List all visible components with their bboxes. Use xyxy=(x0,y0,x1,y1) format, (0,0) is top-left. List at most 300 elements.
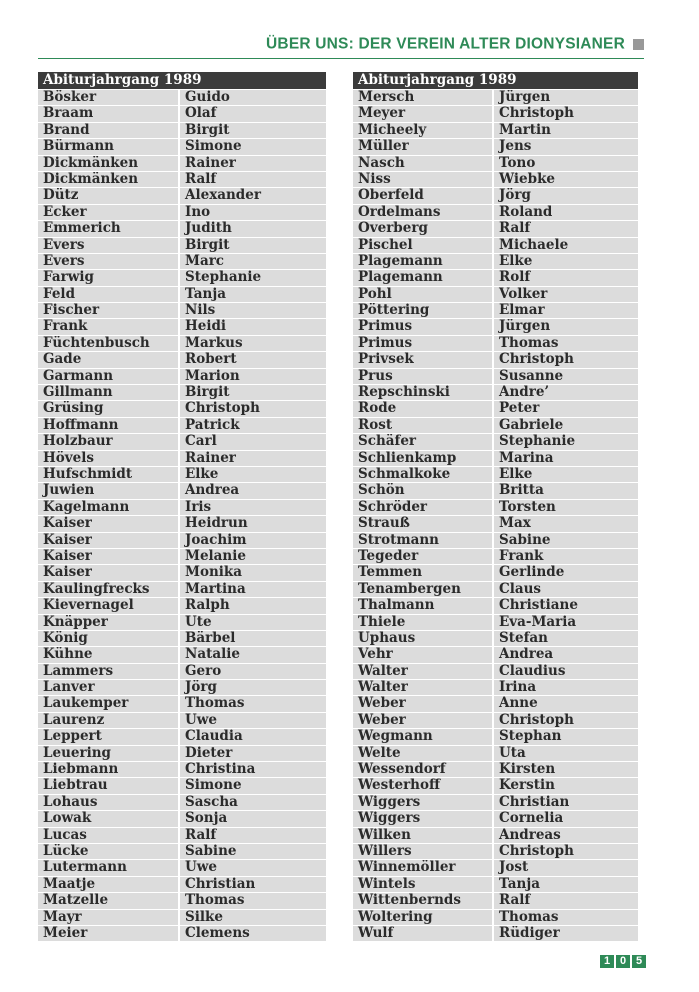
firstname-cell: Britta xyxy=(494,483,638,498)
table-row xyxy=(353,188,638,203)
firstname-cell: Uwe xyxy=(180,860,326,875)
table-row xyxy=(38,582,326,597)
firstname-cell: Christoph xyxy=(180,401,326,416)
firstname-cell: Heidi xyxy=(180,319,326,334)
firstname-cell: Rolf xyxy=(494,270,638,285)
firstname-cell: Andrea xyxy=(180,483,326,498)
table-row xyxy=(353,221,638,236)
firstname-cell: Jürgen xyxy=(494,319,638,334)
table-row xyxy=(38,860,326,875)
table-row xyxy=(353,205,638,220)
table-row xyxy=(353,696,638,711)
surname-cell: Uphaus xyxy=(353,631,492,646)
firstname-cell: Roland xyxy=(494,205,638,220)
surname-cell: Lücke xyxy=(38,844,178,859)
surname-cell: Woltering xyxy=(353,910,492,925)
firstname-cell: Guido xyxy=(180,90,326,105)
firstname-cell: Uta xyxy=(494,746,638,761)
surname-cell: Gade xyxy=(38,352,178,367)
surname-cell: Plagemann xyxy=(353,270,492,285)
surname-cell: Schön xyxy=(353,483,492,498)
firstname-cell: Claudius xyxy=(494,664,638,679)
surname-cell: Nasch xyxy=(353,156,492,171)
firstname-cell: Birgit xyxy=(180,385,326,400)
table-row xyxy=(38,238,326,253)
surname-cell: Niss xyxy=(353,172,492,187)
table-row xyxy=(353,680,638,695)
firstname-cell: Christoph xyxy=(494,352,638,367)
table-row xyxy=(38,746,326,761)
table-row xyxy=(353,729,638,744)
firstname-cell: Thomas xyxy=(180,893,326,908)
firstname-cell: Kirsten xyxy=(494,762,638,777)
firstname-cell: Simone xyxy=(180,139,326,154)
firstname-cell: Andrea xyxy=(494,647,638,662)
firstname-cell: Elmar xyxy=(494,303,638,318)
firstname-cell: Ralph xyxy=(180,598,326,613)
firstname-cell: Gabriele xyxy=(494,418,638,433)
surname-cell: Temmen xyxy=(353,565,492,580)
table-row xyxy=(38,729,326,744)
table-row xyxy=(38,500,326,515)
surname-cell: Westerhoff xyxy=(353,778,492,793)
surname-cell: Schmalkoke xyxy=(353,467,492,482)
surname-cell: Feld xyxy=(38,287,178,302)
table-row xyxy=(38,893,326,908)
table-row xyxy=(353,926,638,941)
header-divider xyxy=(38,58,644,59)
page-number xyxy=(600,955,646,968)
firstname-cell: Rüdiger xyxy=(494,926,638,941)
surname-cell: Mersch xyxy=(353,90,492,105)
surname-cell: Privsek xyxy=(353,352,492,367)
surname-cell: Welte xyxy=(353,746,492,761)
table-row xyxy=(38,615,326,630)
firstname-cell: Marina xyxy=(494,451,638,466)
table-row xyxy=(38,516,326,531)
surname-cell: König xyxy=(38,631,178,646)
surname-cell: Wiggers xyxy=(353,795,492,810)
firstname-cell: Natalie xyxy=(180,647,326,662)
table-row xyxy=(353,746,638,761)
firstname-cell: Anne xyxy=(494,696,638,711)
firstname-cell: Ute xyxy=(180,615,326,630)
surname-cell: Ecker xyxy=(38,205,178,220)
table-row xyxy=(353,156,638,171)
table-row xyxy=(38,254,326,269)
table-row xyxy=(353,811,638,826)
table-row xyxy=(353,303,638,318)
table-row xyxy=(38,418,326,433)
table-row xyxy=(38,123,326,138)
surname-cell: Oberfeld xyxy=(353,188,492,203)
firstname-cell: Patrick xyxy=(180,418,326,433)
table-row xyxy=(38,319,326,334)
firstname-cell: Silke xyxy=(180,910,326,925)
firstname-cell: Andreas xyxy=(494,828,638,843)
firstname-cell: Joachim xyxy=(180,533,326,548)
table-row xyxy=(353,385,638,400)
firstname-cell: Stefan xyxy=(494,631,638,646)
surname-cell: Hoffmann xyxy=(38,418,178,433)
surname-cell: Thiele xyxy=(353,615,492,630)
firstname-cell: Sonja xyxy=(180,811,326,826)
surname-cell: Overberg xyxy=(353,221,492,236)
table-row xyxy=(38,795,326,810)
firstname-cell: Simone xyxy=(180,778,326,793)
alumni-table-right xyxy=(353,72,638,941)
firstname-cell: Clemens xyxy=(180,926,326,941)
firstname-cell: Cornelia xyxy=(494,811,638,826)
table-row xyxy=(38,696,326,711)
table-row xyxy=(353,582,638,597)
page-number-digit: 1 xyxy=(600,955,614,968)
surname-cell: Pischel xyxy=(353,238,492,253)
table-row xyxy=(38,270,326,285)
firstname-cell: Sabine xyxy=(180,844,326,859)
table-row xyxy=(38,336,326,351)
surname-cell: Brand xyxy=(38,123,178,138)
firstname-cell: Olaf xyxy=(180,106,326,121)
table-row xyxy=(38,877,326,892)
surname-cell: Weber xyxy=(353,713,492,728)
table-row xyxy=(38,483,326,498)
table-row xyxy=(353,647,638,662)
surname-cell: Lutermann xyxy=(38,860,178,875)
firstname-cell: Jörg xyxy=(494,188,638,203)
table-row xyxy=(353,418,638,433)
table-row xyxy=(38,303,326,318)
surname-cell: Lucas xyxy=(38,828,178,843)
surname-cell: Lammers xyxy=(38,664,178,679)
firstname-cell: Marc xyxy=(180,254,326,269)
firstname-cell: Stephanie xyxy=(180,270,326,285)
firstname-cell: Dieter xyxy=(180,746,326,761)
firstname-cell: Andre’ xyxy=(494,385,638,400)
firstname-cell: Thomas xyxy=(494,336,638,351)
table-row xyxy=(353,910,638,925)
firstname-cell: Robert xyxy=(180,352,326,367)
table-row xyxy=(353,828,638,843)
table-row xyxy=(38,352,326,367)
surname-cell: Ordelmans xyxy=(353,205,492,220)
firstname-cell: Rainer xyxy=(180,451,326,466)
firstname-cell: Christian xyxy=(494,795,638,810)
table-row xyxy=(38,90,326,105)
surname-cell: Rost xyxy=(353,418,492,433)
table-row xyxy=(353,254,638,269)
firstname-cell: Martin xyxy=(494,123,638,138)
firstname-cell: Marion xyxy=(180,369,326,384)
surname-cell: Schlienkamp xyxy=(353,451,492,466)
surname-cell: Maatje xyxy=(38,877,178,892)
surname-cell: Primus xyxy=(353,319,492,334)
surname-cell: Müller xyxy=(353,139,492,154)
surname-cell: Kagelmann xyxy=(38,500,178,515)
table-row xyxy=(38,680,326,695)
firstname-cell: Sabine xyxy=(494,533,638,548)
surname-cell: Strauß xyxy=(353,516,492,531)
alumni-table-left xyxy=(38,72,326,941)
table-row xyxy=(353,516,638,531)
table-row xyxy=(353,795,638,810)
surname-cell: Dickmänken xyxy=(38,172,178,187)
firstname-cell: Christina xyxy=(180,762,326,777)
surname-cell: Schäfer xyxy=(353,434,492,449)
surname-cell: Evers xyxy=(38,238,178,253)
firstname-cell: Jürgen xyxy=(494,90,638,105)
firstname-cell: Nils xyxy=(180,303,326,318)
surname-cell: Meyer xyxy=(353,106,492,121)
firstname-cell: Kerstin xyxy=(494,778,638,793)
table-row xyxy=(353,893,638,908)
surname-cell: Kievernagel xyxy=(38,598,178,613)
firstname-cell: Ino xyxy=(180,205,326,220)
surname-cell: Bürmann xyxy=(38,139,178,154)
table-row xyxy=(353,664,638,679)
firstname-cell: Gerlinde xyxy=(494,565,638,580)
surname-cell: Leppert xyxy=(38,729,178,744)
table-row xyxy=(38,287,326,302)
table-row xyxy=(38,811,326,826)
firstname-cell: Christoph xyxy=(494,106,638,121)
surname-cell: Braam xyxy=(38,106,178,121)
table-row xyxy=(38,828,326,843)
surname-cell: Hufschmidt xyxy=(38,467,178,482)
surname-cell: Dütz xyxy=(38,188,178,203)
firstname-cell: Jost xyxy=(494,860,638,875)
table-row xyxy=(353,778,638,793)
table-row xyxy=(353,451,638,466)
table-row xyxy=(353,533,638,548)
table-row xyxy=(353,90,638,105)
firstname-cell: Eva-Maria xyxy=(494,615,638,630)
firstname-cell: Jörg xyxy=(180,680,326,695)
surname-cell: Leuering xyxy=(38,746,178,761)
surname-cell: Farwig xyxy=(38,270,178,285)
table-row xyxy=(38,205,326,220)
surname-cell: Walter xyxy=(353,664,492,679)
surname-cell: Wessendorf xyxy=(353,762,492,777)
surname-cell: Weber xyxy=(353,696,492,711)
surname-cell: Winnemöller xyxy=(353,860,492,875)
table-row xyxy=(353,483,638,498)
surname-cell: Pöttering xyxy=(353,303,492,318)
table-row xyxy=(353,434,638,449)
surname-cell: Kaiser xyxy=(38,549,178,564)
firstname-cell: Claus xyxy=(494,582,638,597)
firstname-cell: Michaele xyxy=(494,238,638,253)
page-number-digit: 0 xyxy=(616,955,630,968)
table-row xyxy=(353,319,638,334)
surname-cell: Wiggers xyxy=(353,811,492,826)
table-row xyxy=(38,647,326,662)
firstname-cell: Sascha xyxy=(180,795,326,810)
surname-cell: Evers xyxy=(38,254,178,269)
table-row xyxy=(38,369,326,384)
firstname-cell: Alexander xyxy=(180,188,326,203)
table-row xyxy=(353,565,638,580)
surname-cell: Kühne xyxy=(38,647,178,662)
surname-cell: Tenambergen xyxy=(353,582,492,597)
table-row xyxy=(353,844,638,859)
firstname-cell: Tanja xyxy=(494,877,638,892)
table-row xyxy=(38,565,326,580)
page-number-digit: 5 xyxy=(632,955,646,968)
table-row xyxy=(38,156,326,171)
table-row xyxy=(353,123,638,138)
surname-cell: Walter xyxy=(353,680,492,695)
firstname-cell: Birgit xyxy=(180,123,326,138)
surname-cell: Micheely xyxy=(353,123,492,138)
table-row xyxy=(353,467,638,482)
surname-cell: Liebmann xyxy=(38,762,178,777)
surname-cell: Tegeder xyxy=(353,549,492,564)
surname-cell: Holzbaur xyxy=(38,434,178,449)
surname-cell: Wittenbernds xyxy=(353,893,492,908)
surname-cell: Fischer xyxy=(38,303,178,318)
firstname-cell: Birgit xyxy=(180,238,326,253)
surname-cell: Repschinski xyxy=(353,385,492,400)
table-heading: Abiturjahrgang 1989 xyxy=(38,72,326,89)
firstname-cell: Judith xyxy=(180,221,326,236)
surname-cell: Plagemann xyxy=(353,254,492,269)
table-row xyxy=(38,778,326,793)
firstname-cell: Elke xyxy=(494,467,638,482)
table-row xyxy=(38,451,326,466)
table-row xyxy=(353,615,638,630)
surname-cell: Lohaus xyxy=(38,795,178,810)
surname-cell: Thalmann xyxy=(353,598,492,613)
surname-cell: Frank xyxy=(38,319,178,334)
firstname-cell: Heidrun xyxy=(180,516,326,531)
table-row xyxy=(353,238,638,253)
table-row xyxy=(38,844,326,859)
firstname-cell: Wiebke xyxy=(494,172,638,187)
firstname-cell: Christoph xyxy=(494,844,638,859)
firstname-cell: Carl xyxy=(180,434,326,449)
surname-cell: Primus xyxy=(353,336,492,351)
firstname-cell: Thomas xyxy=(180,696,326,711)
surname-cell: Garmann xyxy=(38,369,178,384)
table-row xyxy=(353,106,638,121)
firstname-cell: Susanne xyxy=(494,369,638,384)
firstname-cell: Ralf xyxy=(180,172,326,187)
table-row xyxy=(353,336,638,351)
firstname-cell: Rainer xyxy=(180,156,326,171)
table-row xyxy=(353,549,638,564)
surname-cell: Grüsing xyxy=(38,401,178,416)
table-row xyxy=(38,188,326,203)
surname-cell: Wegmann xyxy=(353,729,492,744)
firstname-cell: Irina xyxy=(494,680,638,695)
firstname-cell: Ralf xyxy=(494,893,638,908)
table-row xyxy=(38,664,326,679)
surname-cell: Bösker xyxy=(38,90,178,105)
surname-cell: Lanver xyxy=(38,680,178,695)
firstname-cell: Thomas xyxy=(494,910,638,925)
table-row xyxy=(353,631,638,646)
table-row xyxy=(38,762,326,777)
surname-cell: Wintels xyxy=(353,877,492,892)
surname-cell: Meier xyxy=(38,926,178,941)
table-row xyxy=(353,500,638,515)
table-row xyxy=(38,385,326,400)
table-row xyxy=(353,270,638,285)
firstname-cell: Martina xyxy=(180,582,326,597)
firstname-cell: Markus xyxy=(180,336,326,351)
surname-cell: Dickmänken xyxy=(38,156,178,171)
table-row xyxy=(38,401,326,416)
surname-cell: Kaulingfrecks xyxy=(38,582,178,597)
table-row xyxy=(38,910,326,925)
firstname-cell: Max xyxy=(494,516,638,531)
table-row xyxy=(353,287,638,302)
table-row xyxy=(38,713,326,728)
firstname-cell: Monika xyxy=(180,565,326,580)
surname-cell: Mayr xyxy=(38,910,178,925)
firstname-cell: Jens xyxy=(494,139,638,154)
firstname-cell: Tanja xyxy=(180,287,326,302)
table-row xyxy=(38,434,326,449)
table-row xyxy=(353,762,638,777)
table-row xyxy=(353,139,638,154)
table-row xyxy=(38,598,326,613)
table-row xyxy=(353,401,638,416)
header-square-marker xyxy=(633,39,644,50)
firstname-cell: Stephanie xyxy=(494,434,638,449)
table-heading: Abiturjahrgang 1989 xyxy=(353,72,638,89)
surname-cell: Rode xyxy=(353,401,492,416)
surname-cell: Kaiser xyxy=(38,565,178,580)
firstname-cell: Volker xyxy=(494,287,638,302)
table-row xyxy=(38,139,326,154)
firstname-cell: Christiane xyxy=(494,598,638,613)
surname-cell: Vehr xyxy=(353,647,492,662)
table-row xyxy=(353,860,638,875)
surname-cell: Gillmann xyxy=(38,385,178,400)
section-title: ÜBER UNS: DER VEREIN ALTER DIONYSIANER xyxy=(266,35,625,53)
table-row xyxy=(38,467,326,482)
firstname-cell: Torsten xyxy=(494,500,638,515)
table-row xyxy=(353,877,638,892)
surname-cell: Lowak xyxy=(38,811,178,826)
table-row xyxy=(38,221,326,236)
table-row xyxy=(38,533,326,548)
surname-cell: Wulf xyxy=(353,926,492,941)
firstname-cell: Christian xyxy=(180,877,326,892)
firstname-cell: Claudia xyxy=(180,729,326,744)
surname-cell: Kaiser xyxy=(38,516,178,531)
firstname-cell: Ralf xyxy=(180,828,326,843)
table-row xyxy=(353,369,638,384)
firstname-cell: Tono xyxy=(494,156,638,171)
surname-cell: Emmerich xyxy=(38,221,178,236)
table-row xyxy=(353,713,638,728)
firstname-cell: Stephan xyxy=(494,729,638,744)
surname-cell: Matzelle xyxy=(38,893,178,908)
surname-cell: Juwien xyxy=(38,483,178,498)
firstname-cell: Gero xyxy=(180,664,326,679)
firstname-cell: Melanie xyxy=(180,549,326,564)
surname-cell: Prus xyxy=(353,369,492,384)
firstname-cell: Bärbel xyxy=(180,631,326,646)
firstname-cell: Iris xyxy=(180,500,326,515)
table-row xyxy=(38,106,326,121)
table-row xyxy=(38,631,326,646)
surname-cell: Strotmann xyxy=(353,533,492,548)
firstname-cell: Christoph xyxy=(494,713,638,728)
